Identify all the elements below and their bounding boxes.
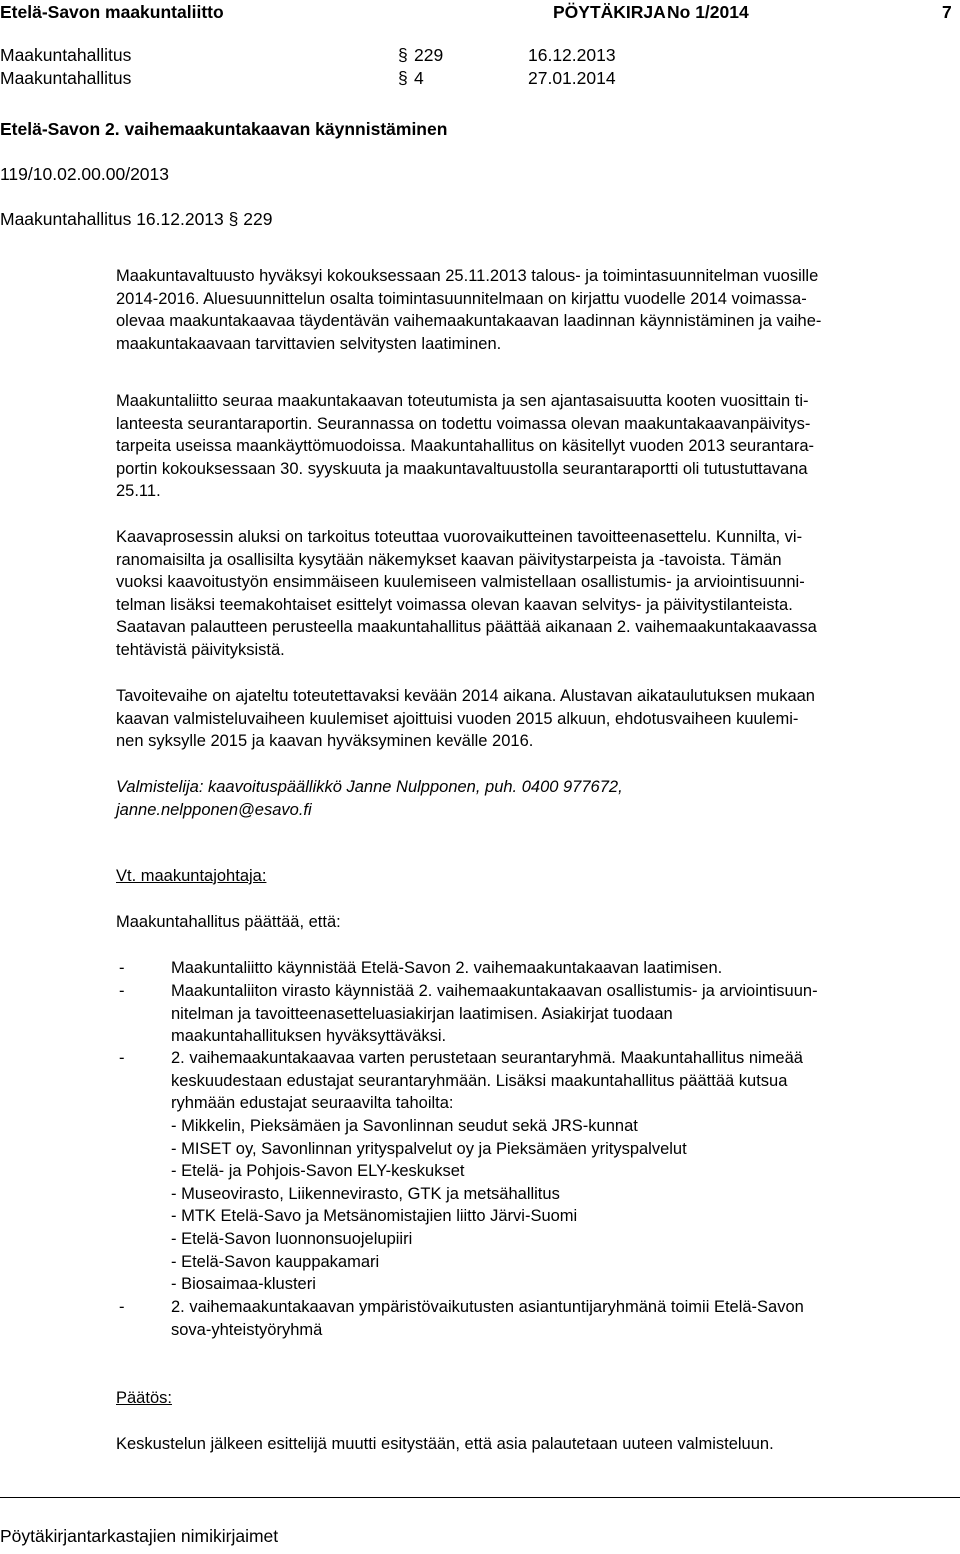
preparer-info	[116, 776, 946, 821]
section-symbol-2: §	[398, 68, 408, 88]
paragraph-4	[116, 685, 946, 753]
paragraph-line: nen syksylle 2015 ja kaavan hyväksyminen kevälle 2016.	[116, 732, 534, 751]
decision-item-1	[171, 957, 722, 980]
organization-name: Etelä-Savon maakuntaliitto	[0, 2, 224, 22]
section-symbol-1: §	[398, 45, 408, 65]
invitee-item: - MISET oy, Savonlinnan yrityspalvelut oy ja Pieksämäen yrityspalvelut	[171, 1139, 687, 1158]
decision-line: 2. vaihemaakuntakaavaa varten perustetaan seurantaryhmä. Maakuntahallitus nimeää	[171, 1049, 803, 1067]
bullet-dash: -	[119, 959, 125, 977]
bullet-dash: -	[119, 1298, 125, 1316]
proposal-intro: Maakuntahallitus päättää, että:	[116, 913, 341, 931]
decision-line: Maakuntaliiton virasto käynnistää 2. vaihemaakuntakaavan osallistumis- ja arviointisuun-	[171, 982, 818, 1000]
meeting-body-1: Maakuntahallitus	[0, 45, 132, 65]
paragraph-line: kaavan valmisteluvaiheen kuulemiset ajoittuisi vuoden 2015 alkuun, ehdotusvaiheen kuulemi-	[116, 709, 799, 728]
decision-text: Keskustelun jälkeen esittelijä muutti esitystään, että asia palautetaan uuteen valmisteluun.	[116, 1435, 774, 1453]
bullet-dash: -	[119, 982, 125, 1000]
reference-section: 229	[243, 209, 273, 229]
meeting-section-1: 229	[414, 45, 444, 65]
decision-line: sova-yhteistyöryhmä	[171, 1320, 323, 1339]
invitee-list	[171, 1115, 687, 1296]
reference-section-symbol: §	[228, 209, 239, 229]
bullet-dash: -	[119, 1049, 125, 1067]
reference-text: Maakuntahallitus 16.12.2013	[0, 209, 224, 229]
paragraph-line: Tavoitevaihe on ajateltu toteutettavaksi kevään 2014 aikana. Alustavan aikataulutuksen mukaan	[116, 687, 815, 705]
record-id: 119/10.02.00.00/2013	[0, 164, 170, 184]
meeting-date-1: 16.12.2013	[528, 45, 616, 65]
paragraph-line: Saatavan palautteen perusteella maakuntahallitus päättää aikanaan 2. vaihemaakuntakaavassa	[116, 618, 817, 637]
meeting-body-2: Maakuntahallitus	[0, 68, 132, 88]
meeting-date-2: 27.01.2014	[528, 68, 616, 88]
decision-line: nitelman ja tavoitteenasetteluasiakirjan laatimisen. Asiakirjat tuodaan	[171, 1004, 673, 1023]
paragraph-line: maakuntakaavaan tarvittavien selvitysten laatiminen.	[116, 334, 502, 353]
decision-line: Maakuntaliitto käynnistää Etelä-Savon 2. vaihemaakuntakaavan laatimisen.	[171, 959, 723, 977]
decision-item-4	[171, 1296, 804, 1341]
paragraph-line: tarpeita useissa maankäyttömuodoissa. Maakuntahallitus on käsitellyt vuoden 2013 seurantara-	[116, 437, 814, 456]
proposal-heading: Vt. maakuntajohtaja:	[116, 867, 267, 885]
paragraph-line: tehtävistä päivityksistä.	[116, 640, 285, 659]
decision-line: maakuntahallituksen hyväksyttäväksi.	[171, 1027, 447, 1046]
decision-heading: Päätös:	[116, 1389, 172, 1407]
paragraph-line: Kaavaprosessin aluksi on tarkoitus toteuttaa vuorovaikutteinen tavoitteenasettelu. Kunnilta, vi-	[116, 528, 803, 546]
paragraph-line: portin kokouksessaan 30. syyskuuta ja maakuntavaltuustolla seurantaraportti oli tutustuttavana	[116, 459, 808, 478]
paragraph-line: 25.11.	[116, 482, 161, 501]
paragraph-line: vuoksi kaavoitustyön ensimmäiseen kuulemiseen valmistellaan osallistumis- ja arviointisuunni-	[116, 573, 805, 592]
item-title: Etelä-Savon 2. vaihemaakuntakaavan käynnistäminen	[0, 119, 448, 139]
paragraph-line: ranomaisilta ja osallisilta kysytään näkemykset kaavan päivitystarpeista ja -tavoista. Tämän	[116, 550, 782, 569]
paragraph-2	[116, 390, 946, 503]
footer-label: Pöytäkirjantarkastajien nimikirjaimet	[0, 1526, 279, 1546]
reference-line	[0, 209, 272, 230]
paragraph-line: Maakuntavaltuusto hyväksyi kokouksessaan 25.11.2013 talous- ja toimintasuunnitelman vuosille	[116, 267, 819, 285]
paragraph-line: telman lisäksi teemakohtaiset esittelyt voimassa olevan kaavan selvitys- ja päivitystilanteista.	[116, 595, 793, 614]
document-number: No 1/2014	[667, 2, 749, 22]
decision-item-3	[171, 1047, 803, 1115]
paragraph-line: olevaa maakuntakaavaa täydentävän vaihemaakuntakaavan laadinnan käynnistäminen ja vaihe-	[116, 312, 822, 331]
invitee-item: - Museovirasto, Liikennevirasto, GTK ja metsähallitus	[171, 1184, 560, 1203]
decision-item-2	[171, 980, 818, 1048]
invitee-item: - MTK Etelä-Savo ja Metsänomistajien liitto Järvi-Suomi	[171, 1207, 578, 1226]
invitee-item: - Etelä-Savon luonnonsuojelupiiri	[171, 1229, 413, 1248]
decision-line: 2. vaihemaakuntakaavan ympäristövaikutusten asiantuntijaryhmänä toimii Etelä-Savon	[171, 1298, 804, 1316]
paragraph-3	[116, 526, 946, 662]
invitee-item: - Etelä-Savon kauppakamari	[171, 1252, 380, 1271]
invitee-item: - Biosaimaa-klusteri	[171, 1275, 316, 1294]
decision-line: ryhmään edustajat seuraavilta tahoilta:	[171, 1094, 454, 1113]
document-type: PÖYTÄKIRJA	[553, 2, 666, 22]
preparer-line: Valmistelija: kaavoituspäällikkö Janne Nulpponen, puh. 0400 977672,	[116, 778, 623, 796]
invitee-item: - Etelä- ja Pohjois-Savon ELY-keskukset	[171, 1162, 465, 1181]
paragraph-1	[116, 265, 946, 355]
preparer-email: janne.nelpponen@esavo.fi	[116, 800, 312, 819]
invitee-item: - Mikkelin, Pieksämäen ja Savonlinnan seudut sekä JRS-kunnat	[171, 1117, 638, 1135]
paragraph-line: Maakuntaliitto seuraa maakuntakaavan toteutumista ja sen ajantasaisuutta kooten vuosittain ti-	[116, 392, 809, 410]
paragraph-line: lanteesta seurantaraportin. Seurannassa on todettu voimassa olevan maakuntakaavanpäivitys-	[116, 414, 811, 433]
page-number: 7	[942, 2, 952, 22]
footer-divider	[0, 1497, 960, 1498]
paragraph-line: 2014-2016. Aluesuunnittelun osalta toimintasuunnitelmaan on kirjattu vuodelle 2014 voimassa-	[116, 289, 807, 308]
meeting-section-2: 4	[414, 68, 424, 88]
decision-line: keskuudestaan edustajat seurantaryhmään. Lisäksi maakuntahallitus päättää kutsua	[171, 1071, 788, 1090]
